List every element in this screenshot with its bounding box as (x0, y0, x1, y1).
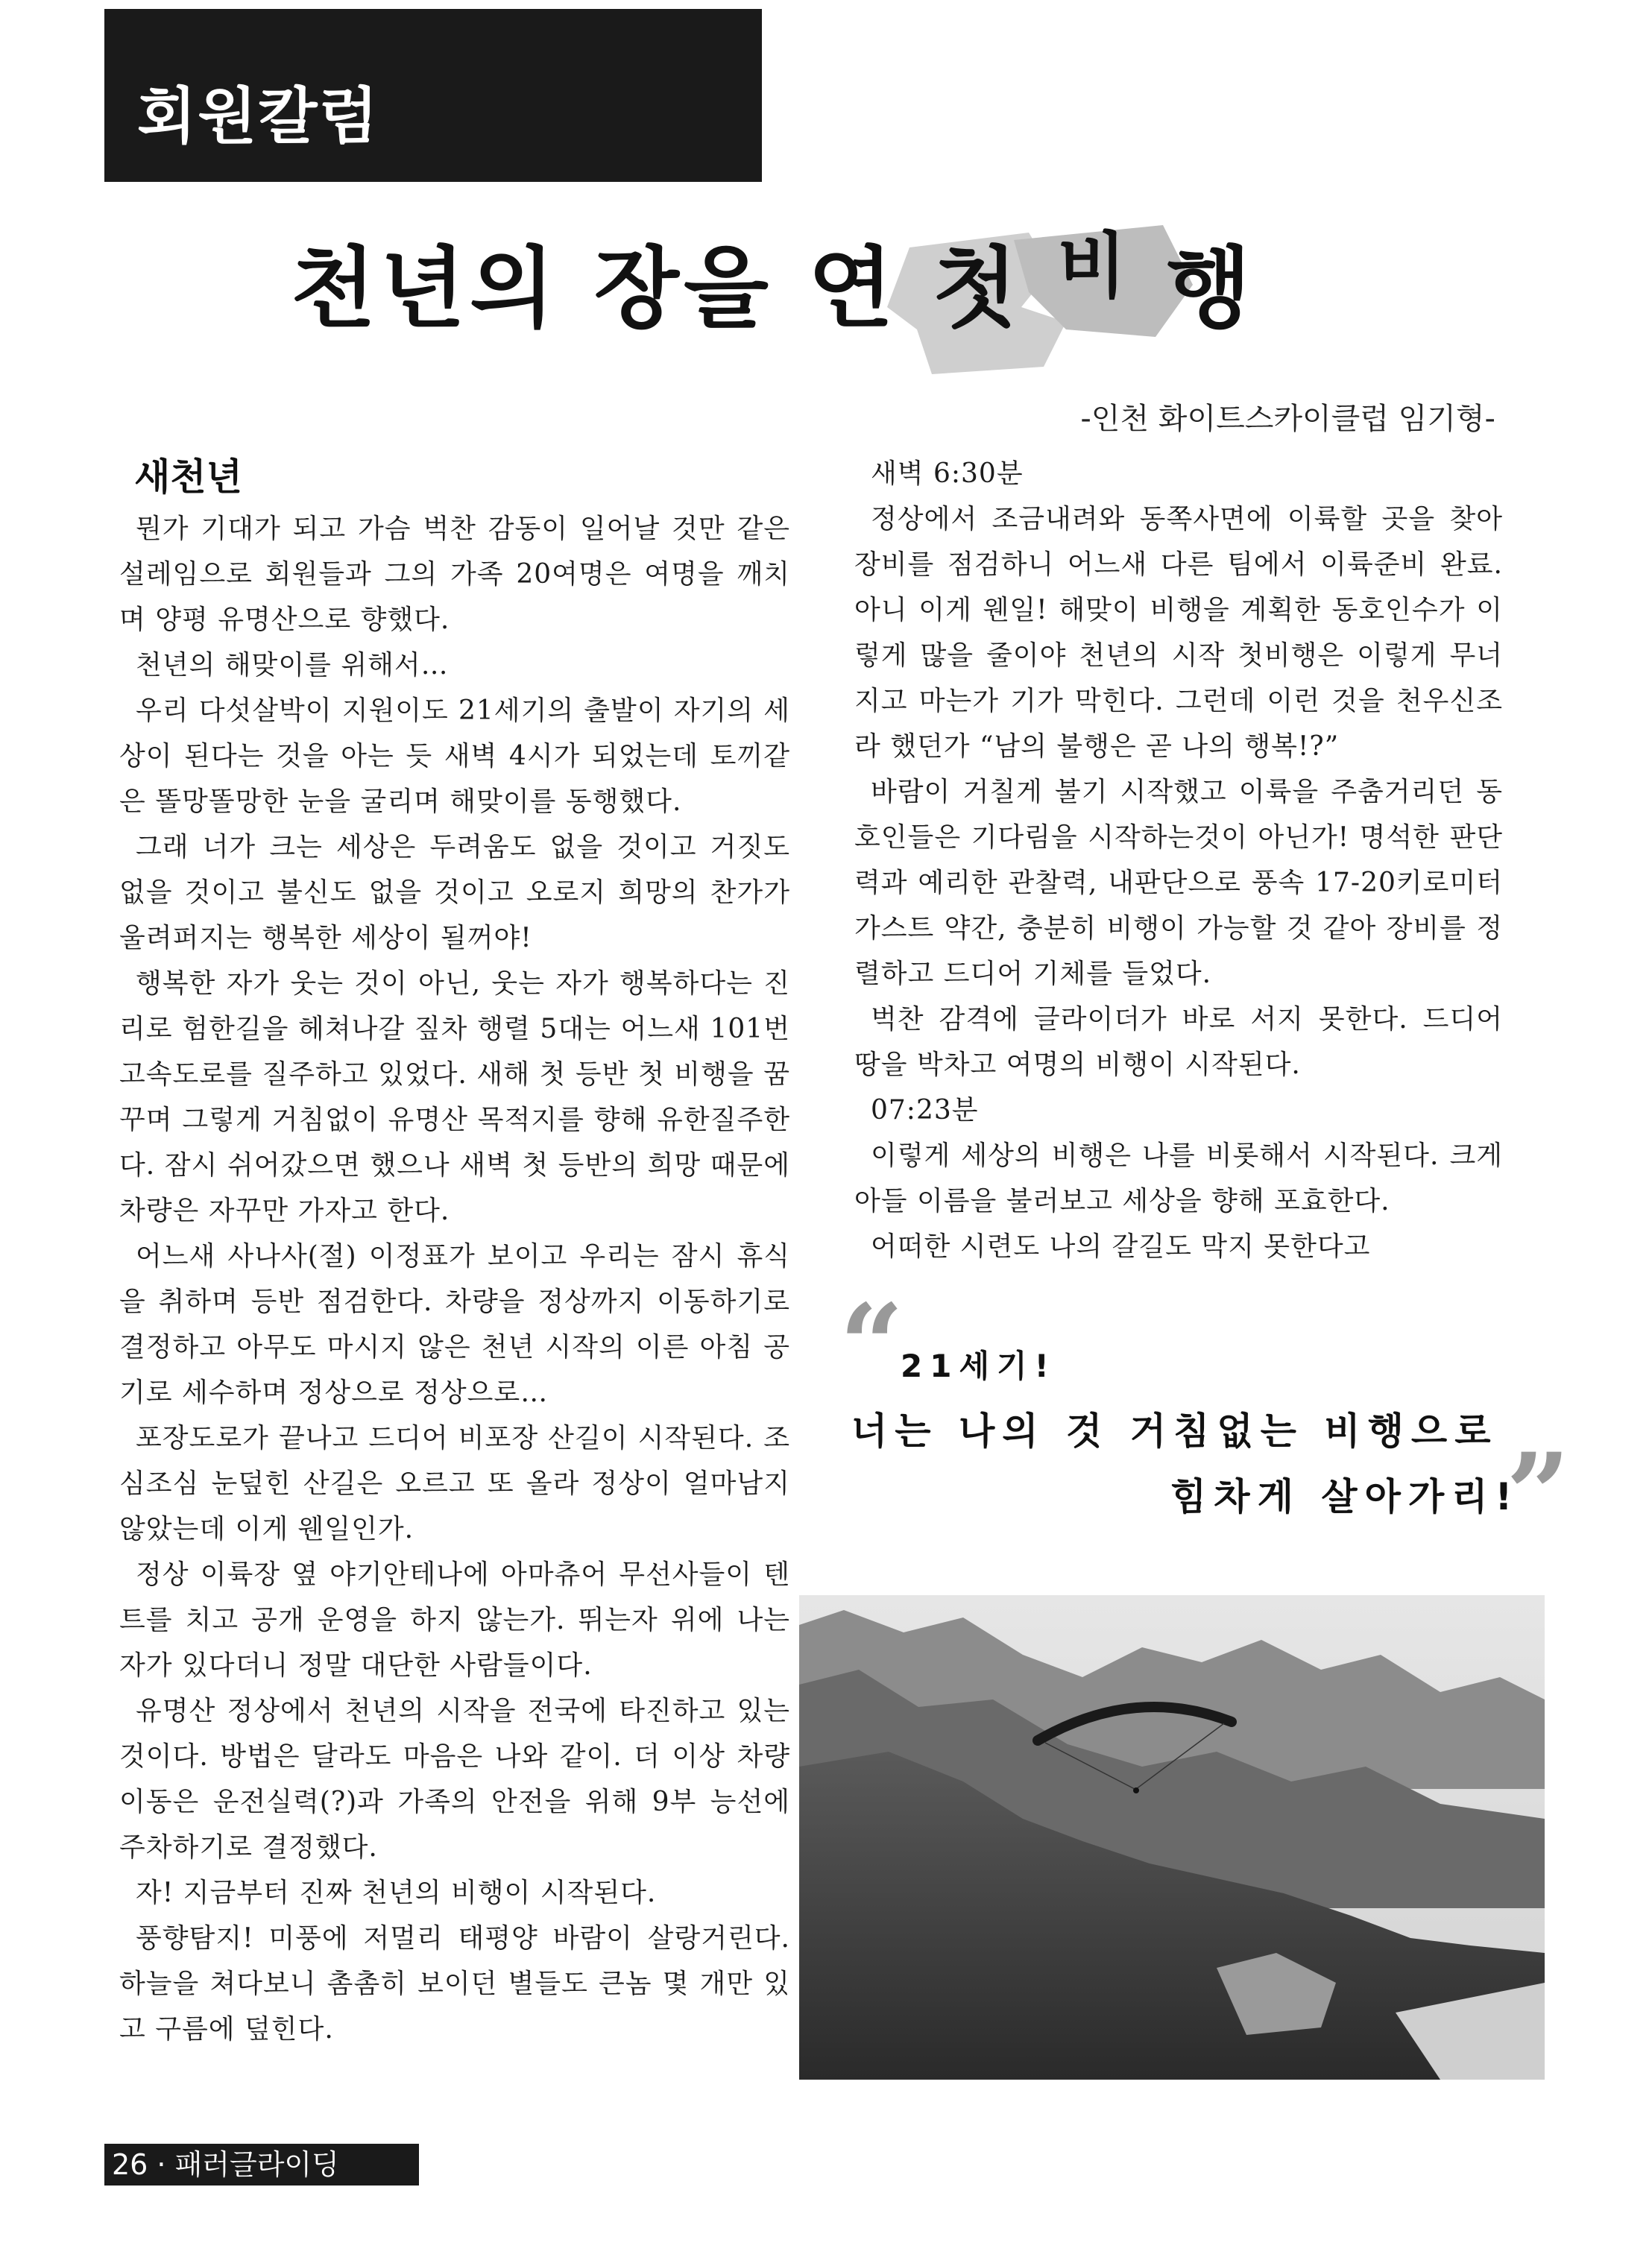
section-header (104, 9, 762, 182)
title-last-char: 행 (1166, 237, 1256, 340)
quote-line-1: 21세기! (901, 1348, 1056, 1384)
paragraph: 어느새 사나사(절) 이정표가 보이고 우리는 잠시 휴식을 취하며 등반 점검한다. 차량을 정상까지 이동하기로 결정하고 아무도 마시지 않은 천년 시작의 이른 아침 공기로 세수하며 정상으로 정상으로… (119, 1241, 790, 1408)
title-raised-char: 비 (1057, 224, 1132, 308)
paragraph: 어떠한 시련도 나의 갈길도 막지 못한다고 (871, 1231, 1371, 1262)
paragraph: 뭔가 기대가 되고 가슴 벅찬 감동이 일어날 것만 같은 설레임으로 회원들과 그의 가족 20여명은 여명을 깨치며 양평 유명산으로 향했다. (119, 514, 790, 635)
paraglider-pilot (1133, 1787, 1139, 1793)
paragraph: 정상에서 조금내려와 동쪽사면에 이륙할 곳을 찾아 장비를 점검하니 어느새 다른 팀에서 이륙준비 완료. 아니 이게 웬일! 해맞이 비행을 계획한 동호인수가 이렇게 많을 줄이야 천년의 시작 첫비행은 이렇게 무너지고 마는가 기가 막힌다. 그런데 이런 것을 천우신조라 했던가 “남의 불행은 곧 나의 행복!?” (854, 504, 1503, 762)
paragraph: 자! 지금부터 진짜 천년의 비행이 시작된다. (136, 1878, 657, 1908)
article-title (276, 218, 1256, 382)
subheading: 새천년 (134, 455, 242, 499)
right-column (854, 451, 1503, 1269)
paraglider-photo (799, 1595, 1545, 2080)
paragraph: 풍향탐지! 미풍에 저멀리 태평양 바람이 살랑거린다. 하늘을 쳐다보니 촘촘히 보이던 별들도 큰놈 몇 개만 있고 구름에 덮힌다. (119, 1923, 790, 2045)
byline: -인천 화이트스카이클럽 임기형- (1080, 402, 1495, 436)
page-number-label: 26 · 패러글라이딩 (112, 2148, 339, 2181)
paragraph: 우리 다섯살박이 지원이도 21세기의 출발이 자기의 세상이 된다는 것을 아는 듯 새벽 4시가 되었는데 토끼같은 똘망똘망한 눈을 굴리며 해맞이를 동행했다. (119, 695, 790, 817)
pull-quote (835, 1280, 1571, 1560)
paragraph: 포장도로가 끝나고 드디어 비포장 산길이 시작된다. 조심조심 눈덮힌 산길은 오르고 또 올라 정상이 얼마남지 않았는데 이게 웬일인가. (119, 1423, 790, 1544)
section-label: 회원칼럼 (137, 81, 379, 152)
left-column (119, 451, 790, 2052)
page-footer (104, 2144, 419, 2185)
close-quote-mark: ” (1506, 1429, 1571, 1560)
quote-line-2: 너는 나의 것 거침없는 비행으로 (851, 1410, 1498, 1453)
open-quote-mark: “ (839, 1280, 904, 1411)
paragraph: 정상 이륙장 옆 야기안테나에 아마츄어 무선사들이 텐트를 치고 공개 운영을 하지 않는가. 뛰는자 위에 나는 자가 있다더니 정말 대단한 사람들이다. (119, 1559, 790, 1681)
paragraph: 그래 너가 크는 세상은 두려움도 없을 것이고 거짓도 없을 것이고 불신도 없을 것이고 오로지 희망의 찬가가 울려퍼지는 행복한 세상이 될꺼야! (119, 832, 790, 953)
timestamp-line: 07:23분 (871, 1095, 979, 1126)
title-main: 천년의 장을 연 첫 (291, 237, 1023, 340)
paragraph: 행복한 자가 웃는 것이 아닌, 웃는 자가 행복하다는 진리로 험한길을 헤쳐나갈 짚차 행렬 5대는 어느새 101번 고속도로를 질주하고 있었다. 새해 첫 등반 첫 비행을 꿈꾸며 그렇게 거침없이 유명산 목적지를 향해 유한질주한다. 잠시 쉬어갔으면 했으나 새벽 첫 등반의 희망 때문에 차량은 자꾸만 가자고 한다. (119, 968, 790, 1226)
timestamp-line: 새벽 6:30분 (871, 458, 1024, 489)
paragraph: 바람이 거칠게 불기 시작했고 이륙을 주춤거리던 동호인들은 기다림을 시작하는것이 아닌가! 명석한 판단력과 예리한 관찰력, 내판단으로 풍속 17-20키로미터 가스트 약간, 충분히 비행이 가능할 것 같아 장비를 정렬하고 드디어 기체를 들었다. (854, 777, 1503, 989)
paragraph: 벅찬 감격에 글라이더가 바로 서지 못한다. 드디어 땅을 박차고 여명의 비행이 시작된다. (854, 1004, 1503, 1080)
paragraph: 천년의 해맞이를 위해서… (136, 650, 449, 681)
paragraph: 이렇게 세상의 비행은 나를 비롯해서 시작된다. 크게 아들 이름을 불러보고 세상을 향해 포효한다. (854, 1140, 1503, 1216)
quote-line-3: 힘차게 살아가리! (1170, 1475, 1520, 1518)
paragraph: 유명산 정상에서 천년의 시작을 전국에 타진하고 있는 것이다. 방법은 달라도 마음은 나와 같이. 더 이상 차량 이동은 운전실력(?)과 가족의 안전을 위해 9부 능선에 주차하기로 결정했다. (119, 1696, 790, 1863)
